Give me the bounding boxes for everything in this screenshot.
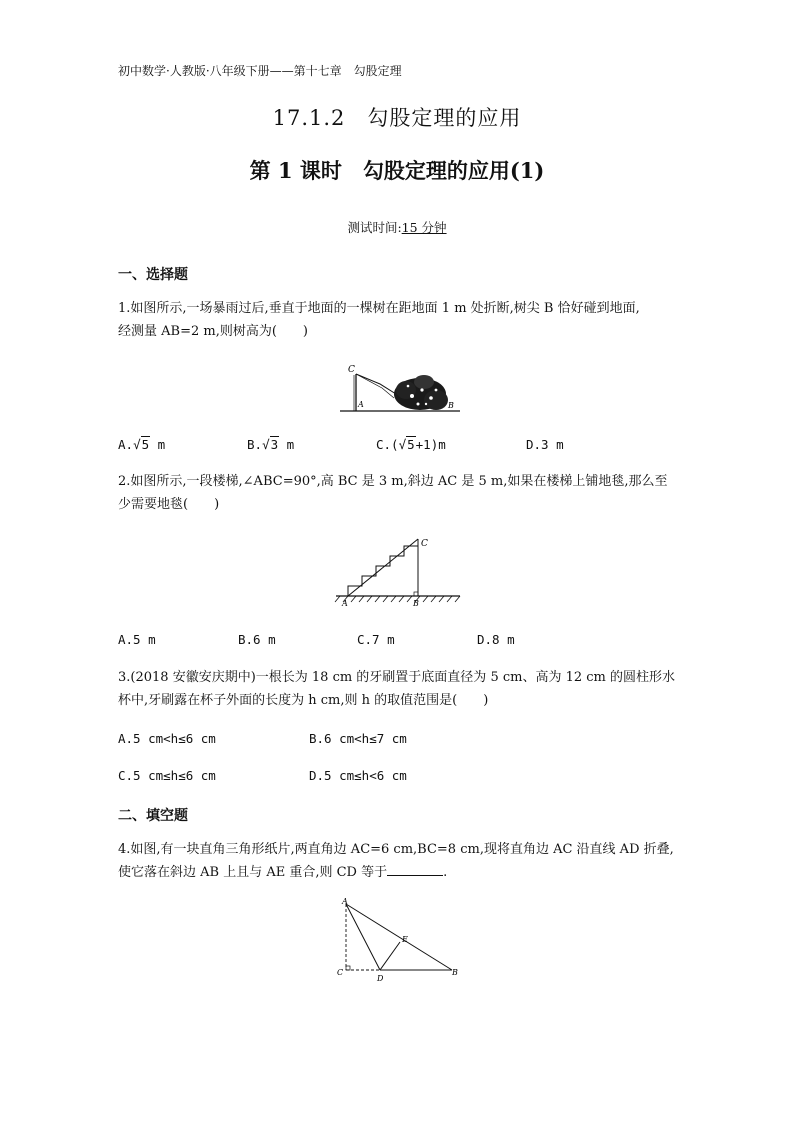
sqrt-icon: √3	[262, 437, 279, 452]
q1-option-c-radicand: 5	[407, 437, 415, 452]
q4-text	[118, 838, 674, 884]
q2-option-c[interactable]: C.7 m	[357, 632, 395, 647]
q2-hypotenuse	[348, 539, 418, 596]
q1-option-a-prefix: A.	[118, 437, 134, 452]
lesson-title: 第 1 课时 勾股定理的应用(1)	[249, 158, 545, 183]
q4-label-d: D	[377, 974, 384, 983]
q1-option-a[interactable]	[118, 437, 165, 452]
q1-option-b-radicand: 3	[270, 437, 279, 452]
q3-option-d[interactable]: D.5 cm≤h<6 cm	[309, 768, 407, 783]
section-fill-heading: 二、填空题	[118, 808, 188, 824]
q4-line2-text: 使它落在斜边 AB 上且与 AE 重合,则 CD 等于	[118, 865, 388, 880]
q2-option-b[interactable]: B.6 m	[238, 632, 276, 647]
q1-option-c-suffix: +1)m	[415, 437, 446, 452]
q4-side-ab	[346, 904, 452, 970]
q1-text	[118, 297, 640, 343]
q3-option-a[interactable]: A.5 cm<h≤6 cm	[118, 731, 216, 746]
q2-ground-hatching	[335, 596, 460, 602]
q1-option-d[interactable]: D.3 m	[526, 437, 564, 452]
q4-label-a: A	[342, 897, 348, 906]
q1-option-a-radicand: 5	[141, 437, 150, 452]
q1-option-c[interactable]	[376, 437, 446, 452]
q3-option-b[interactable]: B.6 cm<h≤7 cm	[309, 731, 407, 746]
test-time	[0, 218, 794, 236]
q4-triangle-figure	[332, 896, 462, 986]
q1-foliage	[394, 375, 448, 410]
q1-tree-figure	[336, 360, 466, 416]
q4-line2	[118, 861, 674, 884]
q1-label-b: B	[448, 401, 454, 410]
q3-line1: 3.(2018 安徽安庆期中)一根长为 18 cm 的牙刷置于底面直径为 5 cm、高为 12 cm 的圆柱形水	[118, 670, 676, 685]
q2-label-c: C	[421, 539, 428, 549]
q2-line1: 2.如图所示,一段楼梯,∠ABC=90°,高 BC 是 3 m,斜边 AC 是 5 m,如果在楼梯上铺地毯,那么至	[118, 474, 668, 489]
q4-label-c: C	[337, 968, 344, 977]
q2-text	[118, 470, 668, 516]
q4-line2-end: .	[443, 865, 448, 880]
q4-label-e: E	[402, 935, 408, 944]
q1-label-c: C	[348, 365, 355, 375]
q2-option-d[interactable]: D.8 m	[477, 632, 515, 647]
q3-line2: 杯中,牙刷露在杯子外面的长度为 h cm,则 h 的取值范围是( )	[118, 693, 489, 708]
section-title: 17.1.2 勾股定理的应用	[272, 106, 522, 130]
q3-option-c[interactable]: C.5 cm≤h≤6 cm	[118, 768, 216, 783]
q4-label-b: B	[452, 968, 458, 977]
q4-segment-de	[380, 942, 400, 970]
q4-fold-line-ad	[346, 904, 380, 970]
sqrt-icon: √5	[133, 437, 150, 452]
q2-label-b: B	[413, 599, 419, 608]
q1-label-a: A	[358, 400, 364, 409]
test-time-label: 测试时间:	[347, 220, 402, 235]
q1-option-c-prefix: C.(	[376, 437, 399, 452]
q1-option-b-suffix: m	[279, 437, 295, 452]
q1-line2: 经测量 AB=2 m,则树高为( )	[118, 324, 308, 339]
q2-line2: 少需要地毯( )	[118, 497, 220, 512]
q1-option-a-suffix: m	[150, 437, 166, 452]
sqrt-icon: √5	[398, 437, 415, 452]
q1-option-b-prefix: B.	[247, 437, 263, 452]
page-header: 初中数学·人教版·八年级下册——第十七章 勾股定理	[118, 64, 402, 78]
q4-line1: 4.如图,有一块直角三角形纸片,两直角边 AC=6 cm,BC=8 cm,现将直角边 AC 沿直线 AD 折叠,	[118, 842, 674, 857]
q4-right-angle	[346, 966, 350, 970]
q2-label-a: A	[342, 599, 348, 608]
q1-option-b[interactable]	[247, 437, 294, 452]
q1-line1: 1.如图所示,一场暴雨过后,垂直于地面的一棵树在距地面 1 m 处折断,树尖 B 恰好碰到地面,	[118, 301, 640, 316]
section-choice-heading: 一、选择题	[118, 267, 188, 283]
q3-text	[118, 666, 675, 712]
q2-stairs-figure	[334, 536, 464, 608]
q2-option-a[interactable]: A.5 m	[118, 632, 156, 647]
q4-answer-blank[interactable]	[387, 863, 443, 876]
test-time-value: 15 分钟	[401, 220, 447, 235]
